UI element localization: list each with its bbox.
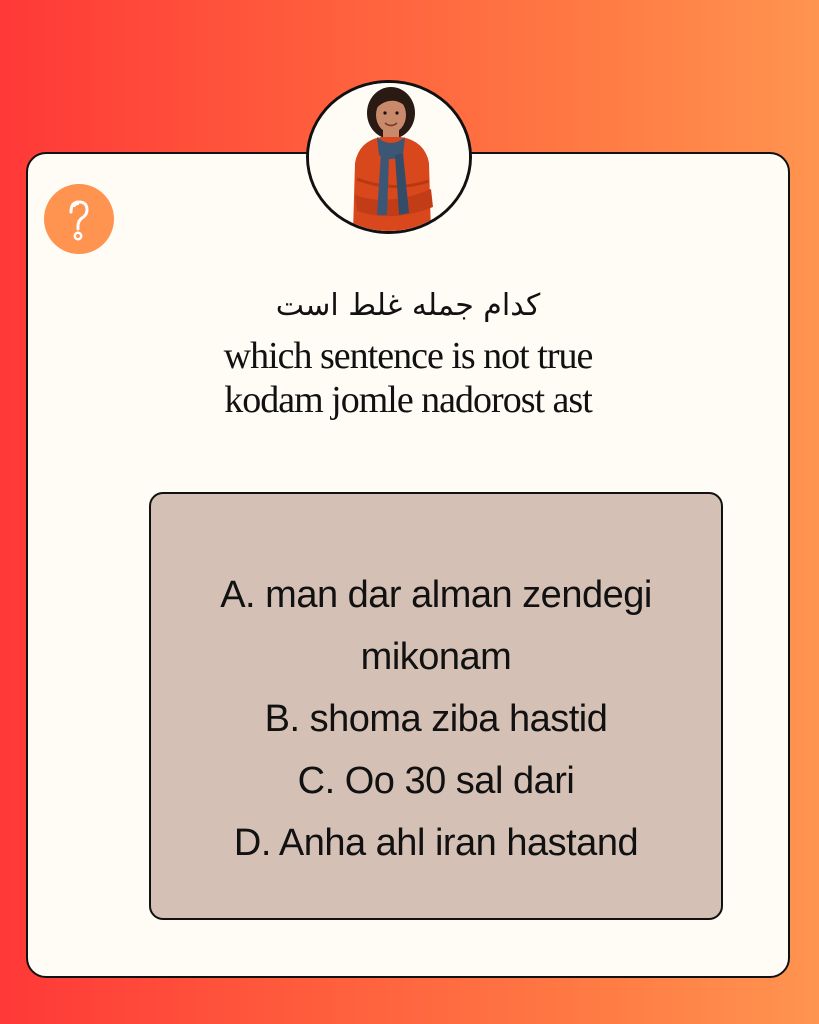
question-farsi: کدام جمله غلط است: [275, 288, 541, 323]
option-a[interactable]: A. man dar alman zendegi: [220, 574, 652, 616]
avatar: [306, 80, 472, 234]
question-transliteration: kodam jomle nadorost ast: [224, 379, 592, 421]
help-badge: [44, 184, 114, 254]
option-a-continued[interactable]: mikonam: [360, 636, 512, 678]
person-photo-icon: [309, 83, 469, 231]
question-english: which sentence is not true: [223, 335, 593, 377]
option-b[interactable]: B. shoma ziba hastid: [264, 698, 608, 740]
option-c[interactable]: C. Oo 30 sal dari: [297, 760, 575, 802]
option-d[interactable]: D. Anha ahl iran hastand: [233, 822, 639, 864]
question-mark-icon: [44, 184, 114, 254]
options-box: [149, 492, 723, 920]
